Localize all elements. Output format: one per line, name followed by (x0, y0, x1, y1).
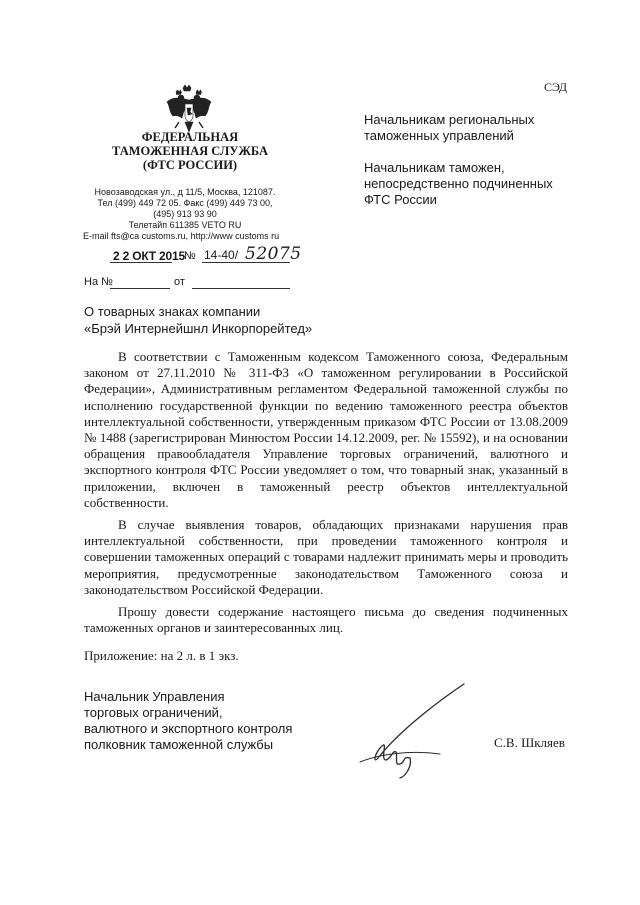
body-paragraph: В случае выявления товаров, обладающих признаками нарушения прав интеллектуальной собственности, при проведении таможенного контроля и совершении таможенных операций с товарами надлежит принимать меры и проводить мероприятия, предусмотренные законодательством Таможенного союза и законодательством Российской Федерации. (84, 517, 568, 597)
divider (202, 262, 290, 263)
org-abbreviation: (ФТС РОССИИ) (142, 158, 238, 172)
divider (110, 262, 172, 263)
reference-number-label: На № (84, 276, 113, 288)
addressee-block (364, 112, 594, 224)
addressee-line: таможенных управлений (364, 128, 514, 143)
sender-organization (110, 130, 270, 172)
signer-title-line: полковник таможенной службы (84, 737, 274, 752)
phone-line-2: (495) 913 93 90 (153, 209, 217, 219)
phone-line: Тел (499) 449 72 05. Факс (499) 449 73 00, (97, 198, 273, 208)
registration-number-label: № (184, 250, 196, 262)
body-paragraph: В соответствии с Таможенным кодексом Таможенного союза, Федеральным законом от 27.11.2010 № 311-ФЗ «О таможенном регулировании в Российской Федерации», Административным регламентом Федеральной таможенной службы по исполнению государственной функции по ведению таможенного реестра объектов интеллектуальной собственности, утвержденным приказом ФТС России от 13.08.2009 № 1488 (зарегистрирован Минюстом России 14.12.2009, рег. № 15592), и на основании обращения правообладателя Управление торговых ограничений, валютного и экспортного контроля ФТС России уведомляет о том, что товарный знак, указанный в приложении, включен в таможенный реестр объектов интеллектуальной собственности. (84, 349, 568, 510)
system-mark: СЭД (544, 80, 568, 94)
signer-name: С.В. Шкляев (494, 735, 565, 750)
signer-title-line: Начальник Управления (84, 689, 225, 704)
body-paragraph: Прошу довести содержание настоящего письма до сведения подчиненных таможенных органов и заинтересованных лиц. (84, 604, 568, 636)
addressee-line: Начальникам таможен, (364, 160, 505, 175)
letter-body (84, 349, 568, 642)
signer-title (84, 689, 344, 753)
subject-line: О товарных знаках компании (84, 304, 261, 319)
addressee-line: ФТС России (364, 192, 437, 207)
reference-from-label: от (174, 276, 185, 288)
registration-date: 2 2 ОКТ 2015 (113, 249, 185, 263)
addressee-line: Начальникам региональных (364, 112, 535, 127)
org-name-line: ФЕДЕРАЛЬНАЯ (141, 130, 239, 144)
registration-number-handwritten: 52075 (245, 244, 302, 264)
letter-subject (84, 303, 354, 337)
sender-contacts (85, 187, 285, 242)
email-line: E-mail fts@ca customs.ru, http://www customs ru (83, 231, 280, 241)
addressee-line: непосредственно подчиненных (364, 176, 553, 191)
divider (192, 288, 290, 289)
address-line: Новозаводская ул., д 11/5, Москва, 121087. (94, 187, 276, 197)
signer-title-line: торговых ограничений, (84, 705, 223, 720)
addressee (364, 160, 594, 208)
appendix-note: Приложение: на 2 л. в 1 экз. (84, 648, 239, 663)
signature-icon (340, 680, 480, 780)
subject-line: «Брэй Интернейшнл Инкорпорейтед» (84, 321, 313, 336)
registration-number-prefix: 14-40/ (204, 248, 239, 262)
org-name-line: ТАМОЖЕННАЯ СЛУЖБА (112, 144, 268, 158)
teletype-line: Телетайп 611385 VETO RU (128, 220, 242, 230)
divider (110, 288, 170, 289)
signer-title-line: валютного и экспортного контроля (84, 721, 293, 736)
addressee (364, 112, 594, 144)
